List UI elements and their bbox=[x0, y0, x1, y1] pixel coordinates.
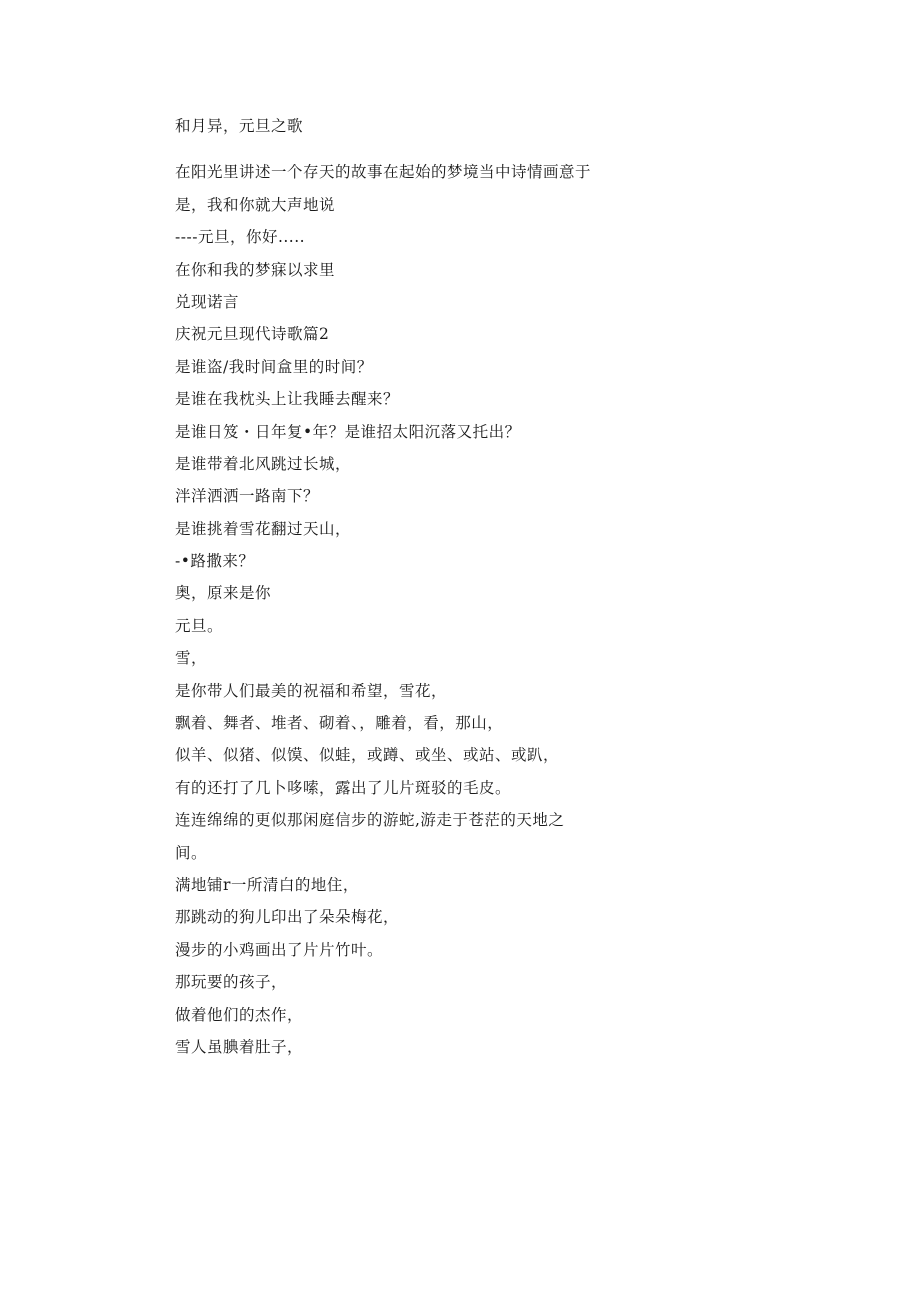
text-line: 那跳动的狗儿印出了朵朵梅花， bbox=[175, 908, 400, 927]
text-line: 是你带人们最美的祝福和希望，雪花， bbox=[175, 681, 448, 700]
text-line: ----元旦，你好..... bbox=[175, 228, 306, 247]
text-line: 飘着、舞者、堆者、砌着、，雕着，看，那山， bbox=[175, 714, 504, 733]
text-line: 雪， bbox=[175, 649, 208, 668]
poem-text bbox=[175, 110, 735, 1063]
text-line: 是谁日笈・日年复•年？是谁招太阳沉落又托出？ bbox=[175, 422, 521, 441]
text-line: 是谁在我枕头上让我睡去醒来？ bbox=[175, 390, 400, 409]
text-line: 漫步的小鸡画出了片片竹叶。 bbox=[175, 940, 384, 959]
text-line: 兑现诺言 bbox=[175, 292, 240, 311]
text-line: 泮洋洒洒一路南下？ bbox=[175, 487, 320, 506]
text-line: 雪人虽腆着肚子， bbox=[175, 1037, 304, 1056]
text-line: 连连绵绵的更似那闲庭信步的游蛇,游走于苍茫的天地之 bbox=[175, 811, 565, 830]
text-line: 是谁盗/我时间盒里的时间？ bbox=[175, 357, 373, 376]
text-line: 有的还打了几卜哆嗦，露出了儿片斑驳的毛皮。 bbox=[175, 778, 512, 797]
text-line: 做着他们的杰作， bbox=[175, 1005, 304, 1024]
section-heading: 庆祝元旦现代诗歌篇2 bbox=[175, 325, 330, 344]
text-line: 和月异，元旦之歌 bbox=[175, 117, 304, 135]
text-line: 在阳光里讲述一个存天的故事在起始的梦境当中诗情画意于 bbox=[175, 163, 592, 182]
text-line: 那玩要的孩子， bbox=[175, 973, 288, 992]
text-line: 间。 bbox=[175, 843, 208, 862]
text-line: 似羊、似猪、似馍、似蛙，或蹲、或坐、或站、或趴， bbox=[175, 746, 560, 765]
text-line: 奥，原来是你 bbox=[175, 584, 272, 603]
text-line: -•路撒来？ bbox=[175, 552, 255, 571]
text-line: 满地铺r一所清白的地住， bbox=[175, 875, 359, 894]
text-line: 是谁挑着雪花翻过天山， bbox=[175, 519, 352, 538]
text-line: 元旦。 bbox=[175, 616, 224, 635]
text-line: 是，我和你就大声地说 bbox=[175, 195, 336, 214]
text-line: 在你和我的梦寐以求里 bbox=[175, 260, 336, 279]
text-line: 是谁带着北风跳过长城， bbox=[175, 454, 352, 473]
